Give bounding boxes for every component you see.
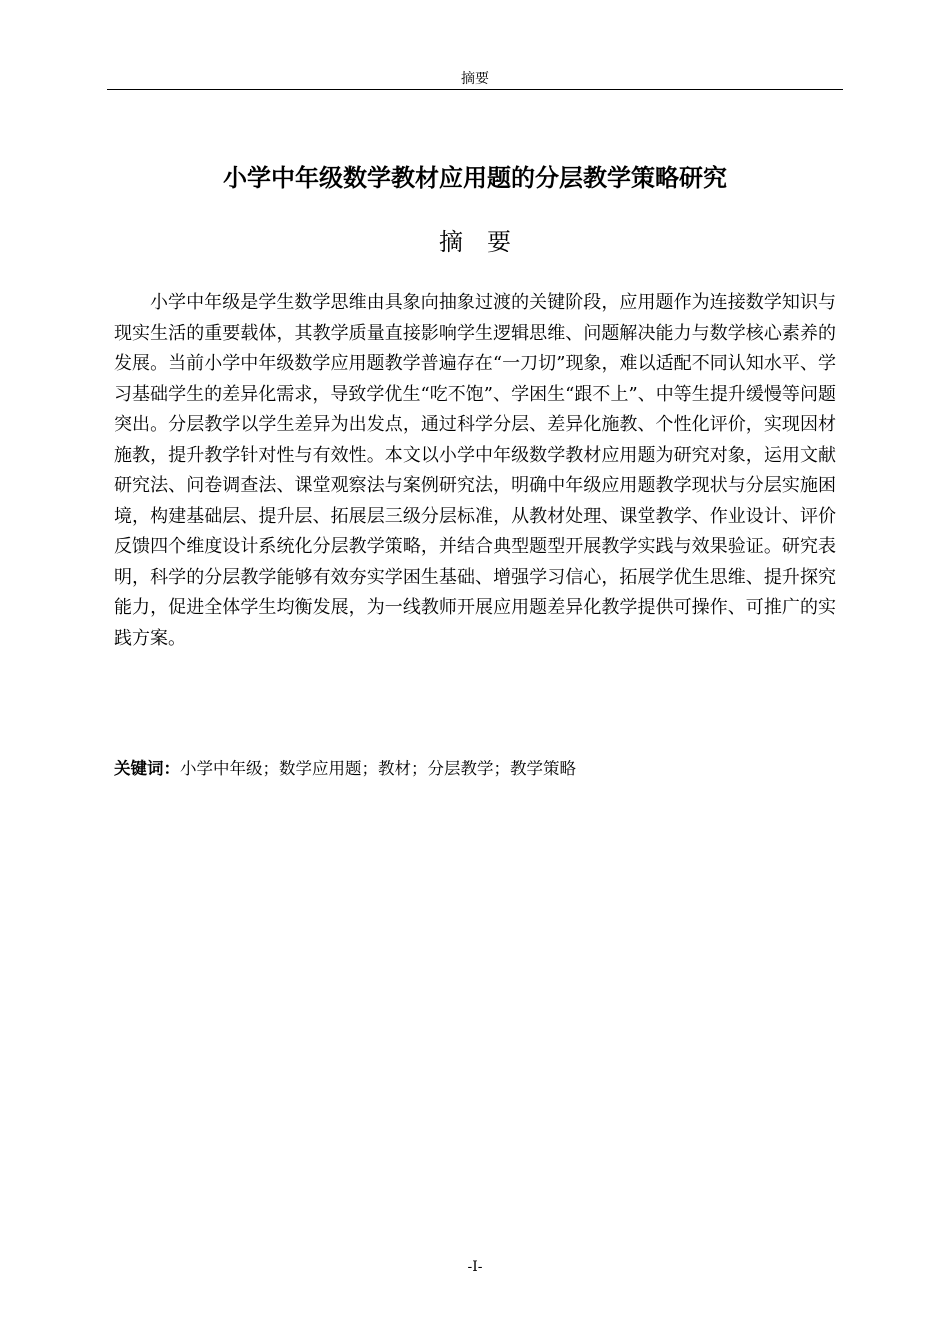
keywords-label: 关键词：: [114, 759, 180, 778]
paper-title: 小学中年级数学教材应用题的分层教学策略研究: [223, 164, 727, 192]
abstract-heading: 摘要: [439, 228, 535, 256]
abstract-body: 小学中年级是学生数学思维由具象向抽象过渡的关键阶段，应用题作为连接数学知识与现实生活的重要载体，其教学质量直接影响学生逻辑思维、问题解决能力与数学核心素养的发展。当前小学中年级数学应用题教学普遍存在“一刀切”现象，难以适配不同认知水平、学习基础学生的差异化需求，导致学优生“吃不饱”、学困生“跟不上”、中等生提升缓慢等问题突出。分层教学以学生差异为出发点，通过科学分层、差异化施教、个性化评价，实现因材施教，提升教学针对性与有效性。本文以小学中年级数学教材应用题为研究对象，运用文献研究法、问卷调查法、课堂观察法与案例研究法，明确中年级应用题教学现状与分层实施困境，构建基础层、提升层、拓展层三级分层标准，从教材处理、课堂教学、作业设计、评价反馈四个维度设计系统化分层教学策略，并结合典型题型开展教学实践与效果验证。研究表明，科学的分层教学能够有效夯实学困生基础、增强学习信心，拓展学优生思维、提升探究能力，促进全体学生均衡发展，为一线教师开展应用题差异化教学提供可操作、可推广的实践方案。: [114, 292, 836, 649]
running-header: 摘要: [461, 71, 489, 87]
header-rule: [107, 89, 843, 90]
page-number: -I-: [467, 1259, 483, 1275]
keywords-text: 小学中年级；数学应用题；教材；分层教学；教学策略: [180, 759, 576, 778]
keywords-line: [114, 755, 836, 783]
